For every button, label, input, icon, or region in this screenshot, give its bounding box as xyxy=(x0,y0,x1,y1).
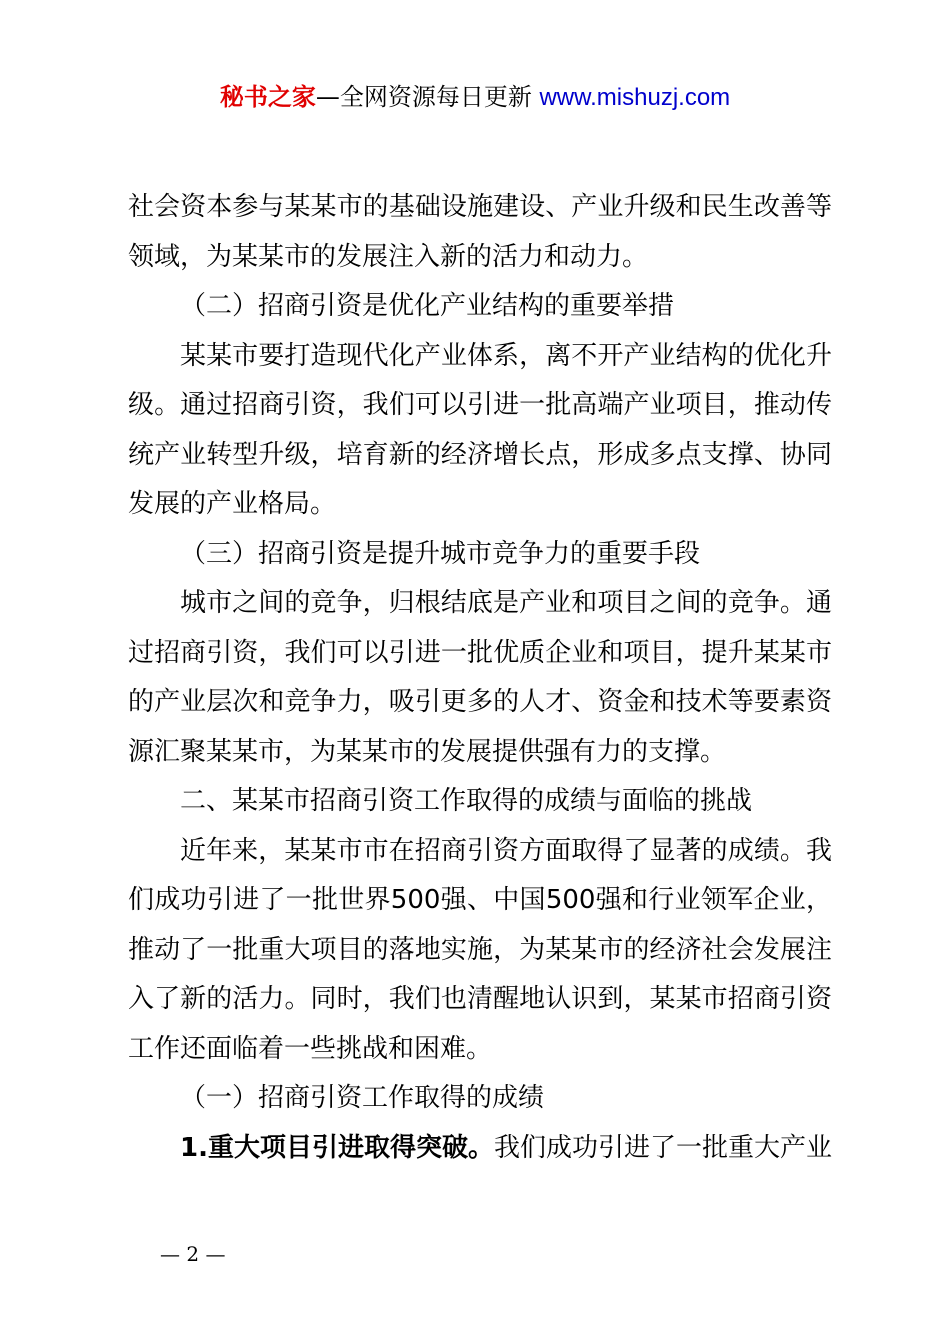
site-header xyxy=(0,80,950,115)
section-heading: （三）招商引资是提升城市竞争力的重要手段 xyxy=(180,538,701,569)
paragraph xyxy=(128,1124,832,1174)
item-text: 我们成功引进了一批重大产业 xyxy=(493,1132,832,1163)
paragraph: 某某市要打造现代化产业体系，离不开产业结构的优化升级。通过招商引资，我们可以引进一批高端产业项目，推动传统产业转型升级，培育新的经济增长点，形成多点支撑、协同发展的产业格局。 xyxy=(128,340,832,519)
paragraph: 社会资本参与某某市的基础设施建设、产业升级和民生改善等领域，为某某市的发展注入新的活力和动力。 xyxy=(128,192,832,272)
section-heading: （二）招商引资是优化产业结构的重要举措 xyxy=(180,291,675,321)
header-slogan: —全网资源每日更新 xyxy=(315,83,532,111)
brand-name: 秘书之家 xyxy=(219,83,316,111)
chapter-heading: 二、某某市招商引资工作取得的成绩与面临的挑战 xyxy=(180,786,753,816)
page-number: — 2 — xyxy=(160,1242,226,1266)
site-url-link[interactable]: www.mishuzj.com xyxy=(539,84,731,111)
paragraph: 城市之间的竞争，归根结底是产业和项目之间的竞争。通过招商引资，我们可以引进一批优质企业和项目，提升某某市的产业层次和竞争力，吸引更多的人才、资金和技术等要素资源汇聚某某市，为某某市的发展提供强有力的支撑。 xyxy=(128,588,832,767)
paragraph: 近年来，某某市市在招商引资方面取得了显著的成绩。我们成功引进了一批世界500强、中国500强和行业领军企业，推动了一批重大项目的落地实施，为某某市的经济社会发展注入了新的活力。同时，我们也清醒地认识到，某某市招商引资工作还面临着一些挑战和困难。 xyxy=(128,835,832,1064)
section-heading: （一）招商引资工作取得的成绩 xyxy=(180,1083,545,1113)
item-lead-bold: 1.重大项目引进取得突破。 xyxy=(180,1132,494,1163)
document-body xyxy=(128,183,832,1173)
